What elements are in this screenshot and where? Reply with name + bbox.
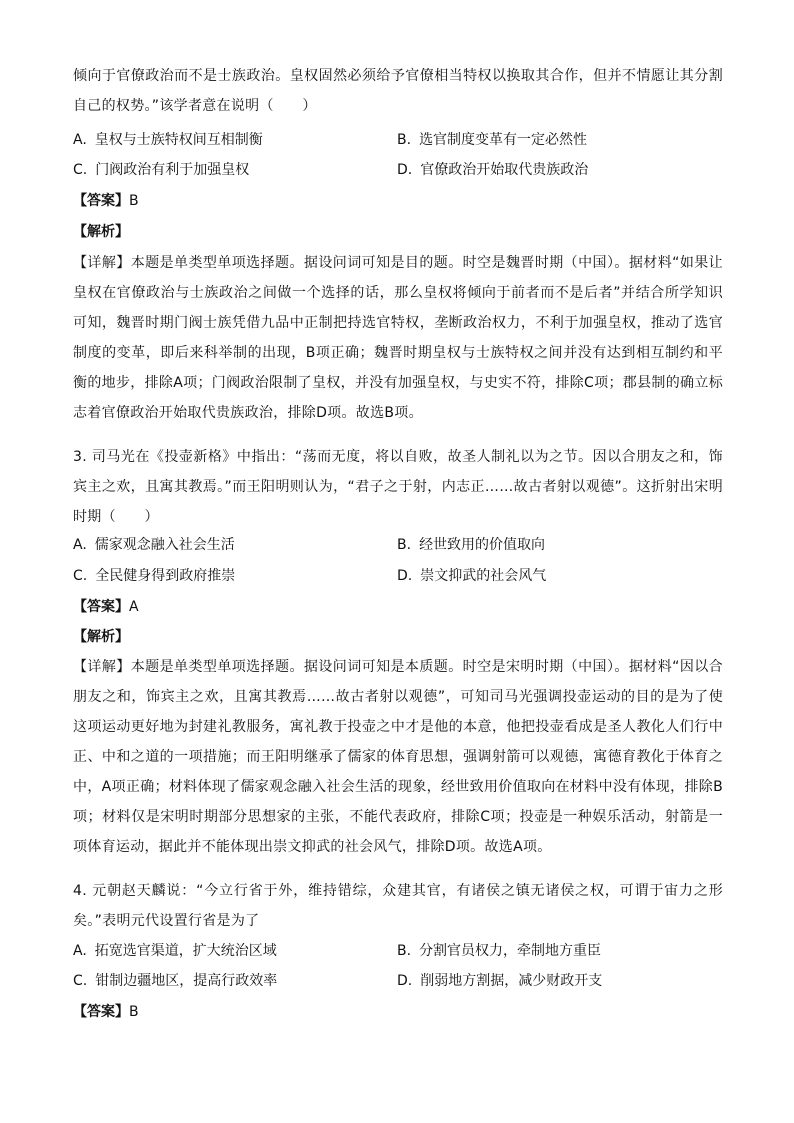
q4-option-a[interactable] (73, 941, 277, 961)
q3-option-b-letter: B. (397, 537, 412, 553)
q3-analysis-label: 【解析】 (73, 629, 129, 645)
q3-option-d[interactable] (397, 566, 546, 586)
q2-detail: 【详解】本题是单类型单项选择题。据设问词可知是目的题。时空是魏晋时期（中国）。据材料“如果让皇权在官僚政治与士族政治之间做一个选择的话，那么皇权将倾向于前者而不是后者”并结合所学知识可知，魏晋时期门阀士族凭借九品中正制把持选官特权，垄断政治权力，不利于加强皇权，推动了选官制度的变革，即后来科举制的出现，B项正确；魏晋时期皇权与士族特权之间并没有达到相互制约和平衡的地步，排除A项；门阀政治限制了皇权，并没有加强皇权，与史实不符，排除C项；郡县制的确立标志着官僚政治开始取代贵族政治，排除D项。故选B项。 (73, 255, 723, 421)
question-3-stem: 3. 司马光在《投壶新格》中指出：“荡而无度，将以自败，故圣人制礼以为之节。因以合朋友之和，饰宾主之欢，且寓其教焉。”而王阳明则认为，“君子之于射，内志正……故古者射以观德”。这折射出宋明时期（ ） (73, 449, 723, 525)
q3-option-c[interactable] (73, 566, 235, 586)
q2-option-b-text: 选官制度变革有一定必然性 (419, 132, 588, 148)
q4-option-d-text: 削弱地方割据，减少财政开支 (420, 973, 603, 989)
q3-option-d-text: 崇文抑武的社会风气 (420, 568, 547, 584)
question-2-stem-continuation: 倾向于官僚政治而不是士族政治。皇权固然必须给予官僚相当特权以换取其合作，但并不情愿让其分割自己的权势。”该学者意在说明（ ） (73, 68, 723, 114)
q4-answer-label: 【答案】 (73, 1004, 129, 1020)
q3-answer-label: 【答案】 (73, 599, 129, 615)
q3-option-a-letter: A. (73, 537, 87, 553)
q3-option-b[interactable] (397, 535, 545, 555)
q2-analysis-label: 【解析】 (73, 224, 129, 240)
q3-answer-value: A (129, 599, 139, 615)
q3-option-d-letter: D. (397, 568, 413, 584)
q4-option-b[interactable] (397, 941, 601, 961)
q2-option-c[interactable] (73, 160, 249, 180)
q2-answer (73, 191, 139, 211)
q2-option-a-text: 皇权与士族特权间互相制衡 (94, 132, 263, 148)
q4-option-a-letter: A. (73, 943, 87, 959)
q2-option-b-letter: B. (397, 132, 412, 148)
q4-option-c-letter: C. (73, 973, 88, 989)
q2-answer-label: 【答案】 (73, 193, 129, 209)
q4-answer (73, 1002, 139, 1022)
q4-option-a-text: 拓宽选官渠道，扩大统治区域 (94, 943, 277, 959)
q2-option-d-letter: D. (397, 162, 413, 178)
q4-option-d[interactable] (397, 971, 602, 991)
q2-option-d[interactable] (397, 160, 588, 180)
q3-option-a[interactable] (73, 535, 235, 555)
q4-option-b-letter: B. (397, 943, 412, 959)
q4-option-c-text: 钳制边疆地区，提高行政效率 (95, 973, 278, 989)
q2-option-c-letter: C. (73, 162, 88, 178)
q4-option-b-text: 分割官员权力，牵制地方重臣 (419, 943, 602, 959)
q3-option-b-text: 经世致用的价值取向 (419, 537, 546, 553)
q3-option-c-letter: C. (73, 568, 88, 584)
q3-answer (73, 597, 139, 617)
q2-option-d-text: 官僚政治开始取代贵族政治 (420, 162, 589, 178)
q4-option-d-letter: D. (397, 973, 413, 989)
q2-option-a-letter: A. (73, 132, 87, 148)
question-4-stem: 4. 元朝赵天麟说：“今立行省于外，维持错综，众建其官，有诸侯之镇无诸侯之权，可谓于宙力之形矣。”表明元代设置行省是为了 (73, 883, 723, 929)
q4-answer-value: B (129, 1004, 139, 1020)
q2-option-c-text: 门阀政治有利于加强皇权 (95, 162, 250, 178)
q2-answer-value: B (129, 193, 139, 209)
q4-option-c[interactable] (73, 971, 277, 991)
q3-option-c-text: 全民健身得到政府推崇 (95, 568, 236, 584)
q2-option-b[interactable] (397, 130, 587, 150)
q3-option-a-text: 儒家观念融入社会生活 (94, 537, 235, 553)
q3-detail: 【详解】本题是单类型单项选择题。据设问词可知是本质题。时空是宋明时期（中国）。据材料“因以合朋友之和，饰宾主之欢，且寓其教焉……故古者射以观德”，可知司马光强调投壶运动的目的是为了使这项运动更好地为封建礼教服务，寓礼教于投壶之中才是他的本意，他把投壶看成是圣人教化人们行中正、中和之道的一项措施；而王阳明继承了儒家的体育思想，强调射箭可以观德，寓德育教化于体育之中，A项正确；材料体现了儒家观念融入社会生活的现象，经世致用价值取向在材料中没有体现，排除B项；材料仅是宋明时期部分思想家的主张，不能代表政府，排除C项；投壶是一种娱乐活动，射箭是一项体育运动，据此并不能体现出崇文抑武的社会风气，排除D项。故选A项。 (73, 659, 723, 855)
q2-option-a[interactable] (73, 130, 263, 150)
